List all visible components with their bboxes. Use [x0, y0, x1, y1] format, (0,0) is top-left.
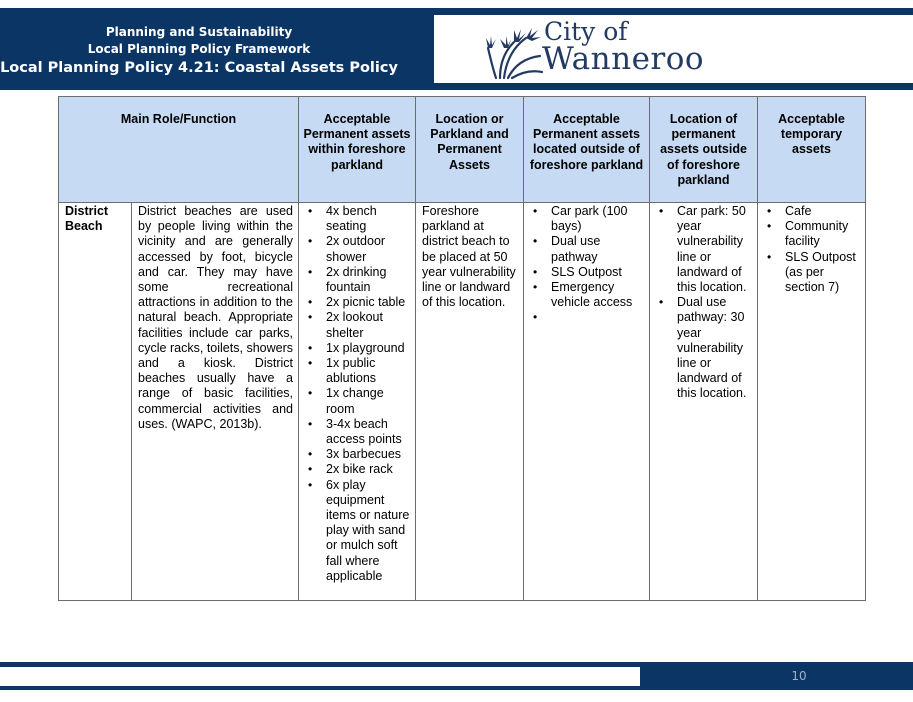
coastal-assets-table: [58, 96, 866, 601]
list-item: • 6x play equipment items or nature play with sand or mulch soft fall where applicable: [305, 478, 410, 584]
permanent-assets-list: [305, 204, 410, 584]
policy-title: Local Planning Policy 4.21: Coastal Assets Policy: [0, 60, 398, 76]
row-label-district-beach: District Beach: [59, 203, 132, 601]
list-item: • 4x bench seating: [305, 204, 410, 234]
list-item: • SLS Outpost: [530, 265, 644, 280]
table-row: [59, 203, 866, 601]
logo-city-text: City of: [544, 17, 628, 46]
list-item: • Dual use pathway: 30 year vulnerability line or landward of this location.: [656, 295, 752, 401]
list-item: • 1x playground: [305, 341, 410, 356]
city-logo: [434, 15, 913, 83]
list-item: • Cafe: [764, 204, 860, 219]
list-item: • 2x lookout shelter: [305, 310, 410, 340]
page-number: 10: [791, 669, 807, 683]
footer-white-strip: [0, 667, 640, 686]
outside-assets-cell: [524, 203, 650, 601]
list-item: • 2x outdoor shower: [305, 234, 410, 264]
header-outside-assets: Acceptable Permanent assets located outside of foreshore parkland: [524, 97, 650, 203]
logo-name-text: Wanneroo: [542, 41, 705, 77]
list-item: • 2x drinking fountain: [305, 265, 410, 295]
list-item: • SLS Outpost (as per section 7): [764, 250, 860, 296]
document-title-block: [0, 8, 398, 90]
temporary-assets-cell: [758, 203, 866, 601]
header-location: Location or Parkland and Permanent Assets: [416, 97, 524, 203]
list-item: • Community facility: [764, 219, 860, 249]
header-temporary-assets: Acceptable temporary assets: [758, 97, 866, 203]
list-item: • Car park (100 bays): [530, 204, 644, 234]
list-item-empty: [530, 310, 644, 325]
list-item: • 2x bike rack: [305, 462, 410, 477]
list-item: • Emergency vehicle access: [530, 280, 644, 310]
framework-title: Local Planning Policy Framework: [87, 42, 311, 56]
list-item: • 3x barbecues: [305, 447, 410, 462]
plant-emblem-icon: [482, 18, 546, 80]
header-outside-location: Location of permanent assets outside of foreshore parkland: [650, 97, 758, 203]
list-item: • 2x picnic table: [305, 295, 410, 310]
location-cell: Foreshore parkland at district beach to be placed at 50 year vulnerability line or landward of this location.: [416, 203, 524, 601]
list-item: • 1x change room: [305, 386, 410, 416]
outside-location-cell: [650, 203, 758, 601]
outside-assets-list: [530, 204, 644, 325]
header-permanent-assets: Acceptable Permanent assets within foreshore parkland: [299, 97, 416, 203]
department-title: Planning and Sustainability: [105, 25, 293, 39]
district-beach-description: District beaches are used by people living within the vicinity and are generally accessed by foot, bicycle and car. They may have some recreational attractions in addition to the natural beach. Appropriate facilities include car parks, cycle racks, toilets, showers and a kiosk. District beaches usually have a range of basic facilities, commercial activities and uses. (WAPC, 2013b).: [132, 203, 299, 601]
list-item: • 3-4x beach access points: [305, 417, 410, 447]
outside-location-list: [656, 204, 752, 402]
table-header-row: [59, 97, 866, 203]
list-item: • 1x public ablutions: [305, 356, 410, 386]
list-item: • Dual use pathway: [530, 234, 644, 264]
permanent-assets-cell: [299, 203, 416, 601]
header-main-role: Main Role/Function: [59, 97, 299, 203]
list-item: • Car park: 50 year vulnerability line or landward of this location.: [656, 204, 752, 295]
temporary-assets-list: [764, 204, 860, 295]
